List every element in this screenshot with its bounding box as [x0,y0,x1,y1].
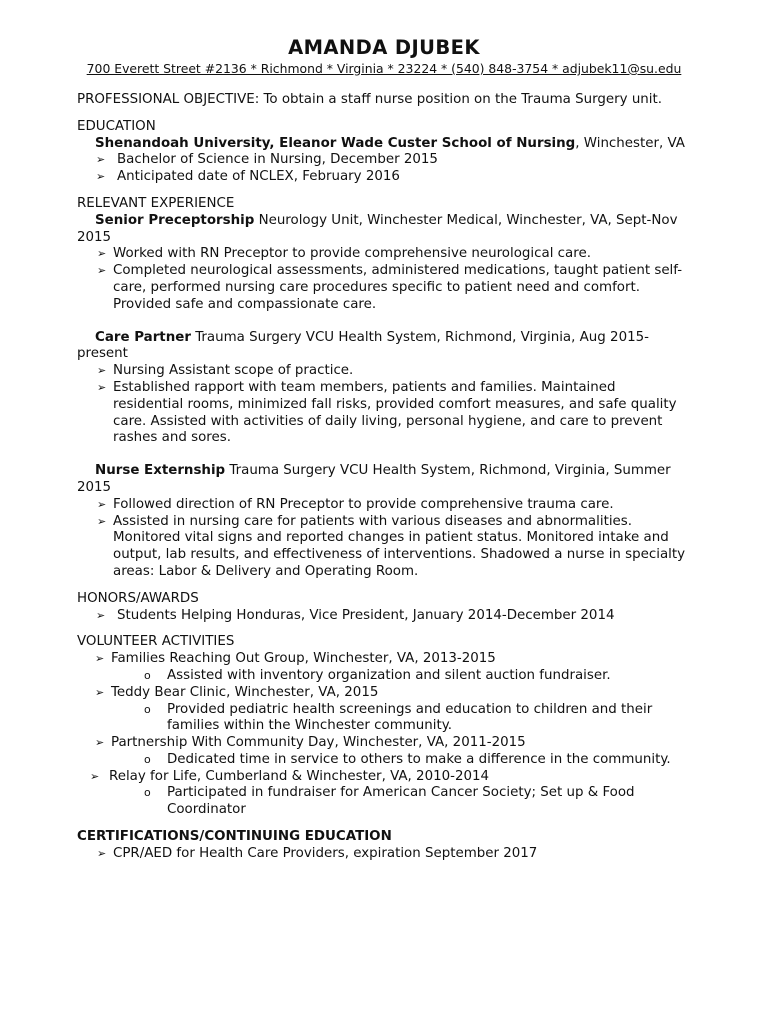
certifications-section [77,829,689,863]
honors-list [77,608,689,625]
job-title-line [77,463,689,497]
volunteer-item: ➢ Partnership With Community Day, Winchester, VA, 2011-2015 [77,735,689,752]
list-item: ➢ Completed neurological assessments, administered medications, taught patient self-care, performed nursing care procedures specific to patient need and comfort. Provided safe and compassionate care. [77,263,689,313]
candidate-name: AMANDA DJUBEK [288,36,480,59]
job-title-line [77,213,689,247]
list-item: ➢ Anticipated date of NCLEX, February 2016 [77,169,689,186]
objective-text: : To obtain a staff nurse position on the Trauma Surgery unit. [254,92,663,107]
school-location: , Winchester, VA [575,135,685,151]
volunteer-heading: VOLUNTEER ACTIVITIES [77,634,235,650]
experience-section [77,196,689,581]
list-item: ➢ Followed direction of RN Preceptor to provide comprehensive trauma care. [77,497,689,514]
volunteer-detail-list [77,785,689,819]
certifications-list [77,846,689,863]
job-bullets [77,363,689,447]
volunteer-detail-list [77,668,689,685]
list-item: ➢ Worked with RN Preceptor to provide comprehensive neurological care. [77,246,689,263]
contact-line[interactable]: 700 Everett Street #2136 * Richmond * Virginia * 23224 * (540) 848-3754 * adjubek11@su.edu [86,61,682,76]
list-item: ➢ Established rapport with team members, patients and families. Maintained residential rooms, minimized fall risks, provided comfort measures, and safe quality care. Assisted with activities of daily living, personal hygiene, and care to prevent rashes and sores. [77,380,689,447]
education-section [77,119,689,186]
volunteer-detail: o Participated in fundraiser for American Cancer Society; Set up & Food Coordinator [77,785,689,819]
resume-body [77,92,689,863]
list-item: ➢ CPR/AED for Health Care Providers, expiration September 2017 [77,846,689,863]
list-item: ➢ Nursing Assistant scope of practice. [77,363,689,380]
volunteer-detail: o Dedicated time in service to others to make a difference in the community. [77,752,689,769]
honors-heading: HONORS/AWARDS [77,590,199,606]
job-title-line [77,330,689,364]
volunteer-list [77,735,689,752]
volunteer-list [77,651,689,668]
job-title: Care Partner [95,329,191,345]
honors-section [77,591,689,625]
school-name: Shenandoah University, Eleanor Wade Custer School of Nursing [95,135,576,151]
objective-label: PROFESSIONAL OBJECTIVE [77,92,255,107]
volunteer-list [77,685,689,702]
job-bullets [77,497,689,581]
volunteer-item: ➢ Relay for Life, Cumberland & Winchester, VA, 2010-2014 [77,769,689,786]
experience-heading: RELEVANT EXPERIENCE [77,195,235,211]
job-detail: Neurology Unit, Winchester Medical, Winchester, VA, Sept-Nov 2015 [77,212,678,245]
list-item: ➢ Bachelor of Science in Nursing, December 2015 [77,152,689,169]
job-bullets [77,246,689,313]
job-detail: Trauma Surgery VCU Health System, Richmond, Virginia, Aug 2015-present [77,329,649,362]
volunteer-detail: o Assisted with inventory organization and silent auction fundraiser. [77,668,689,685]
volunteer-section [77,634,689,819]
list-item: ➢ Assisted in nursing care for patients with various diseases and abnormalities. Monitored vital signs and reported changes in patient status. Monitored intake and output, lab results, and effectiveness of interventions. Shadowed a nurse in specialty areas: Labor & Delivery and Operating Room. [77,514,689,581]
school-line [77,136,689,153]
education-list [77,152,689,186]
volunteer-detail-list [77,752,689,769]
volunteer-detail: o Provided pediatric health screenings and education to children and their families within the Winchester community. [77,702,689,736]
volunteer-item: ➢ Families Reaching Out Group, Winchester, VA, 2013-2015 [77,651,689,668]
certifications-heading: CERTIFICATIONS/CONTINUING EDUCATION [77,829,392,845]
job-detail: Trauma Surgery VCU Health System, Richmond, Virginia, Summer 2015 [77,463,671,495]
list-item: ➢ Students Helping Honduras, Vice President, January 2014-December 2014 [77,608,689,625]
job-title: Senior Preceptorship [95,212,255,228]
objective-section [77,92,689,109]
job-title: Nurse Externship [95,463,226,479]
education-heading: EDUCATION [77,118,156,134]
volunteer-detail-list [77,702,689,736]
volunteer-item: ➢ Teddy Bear Clinic, Winchester, VA, 2015 [77,685,689,702]
